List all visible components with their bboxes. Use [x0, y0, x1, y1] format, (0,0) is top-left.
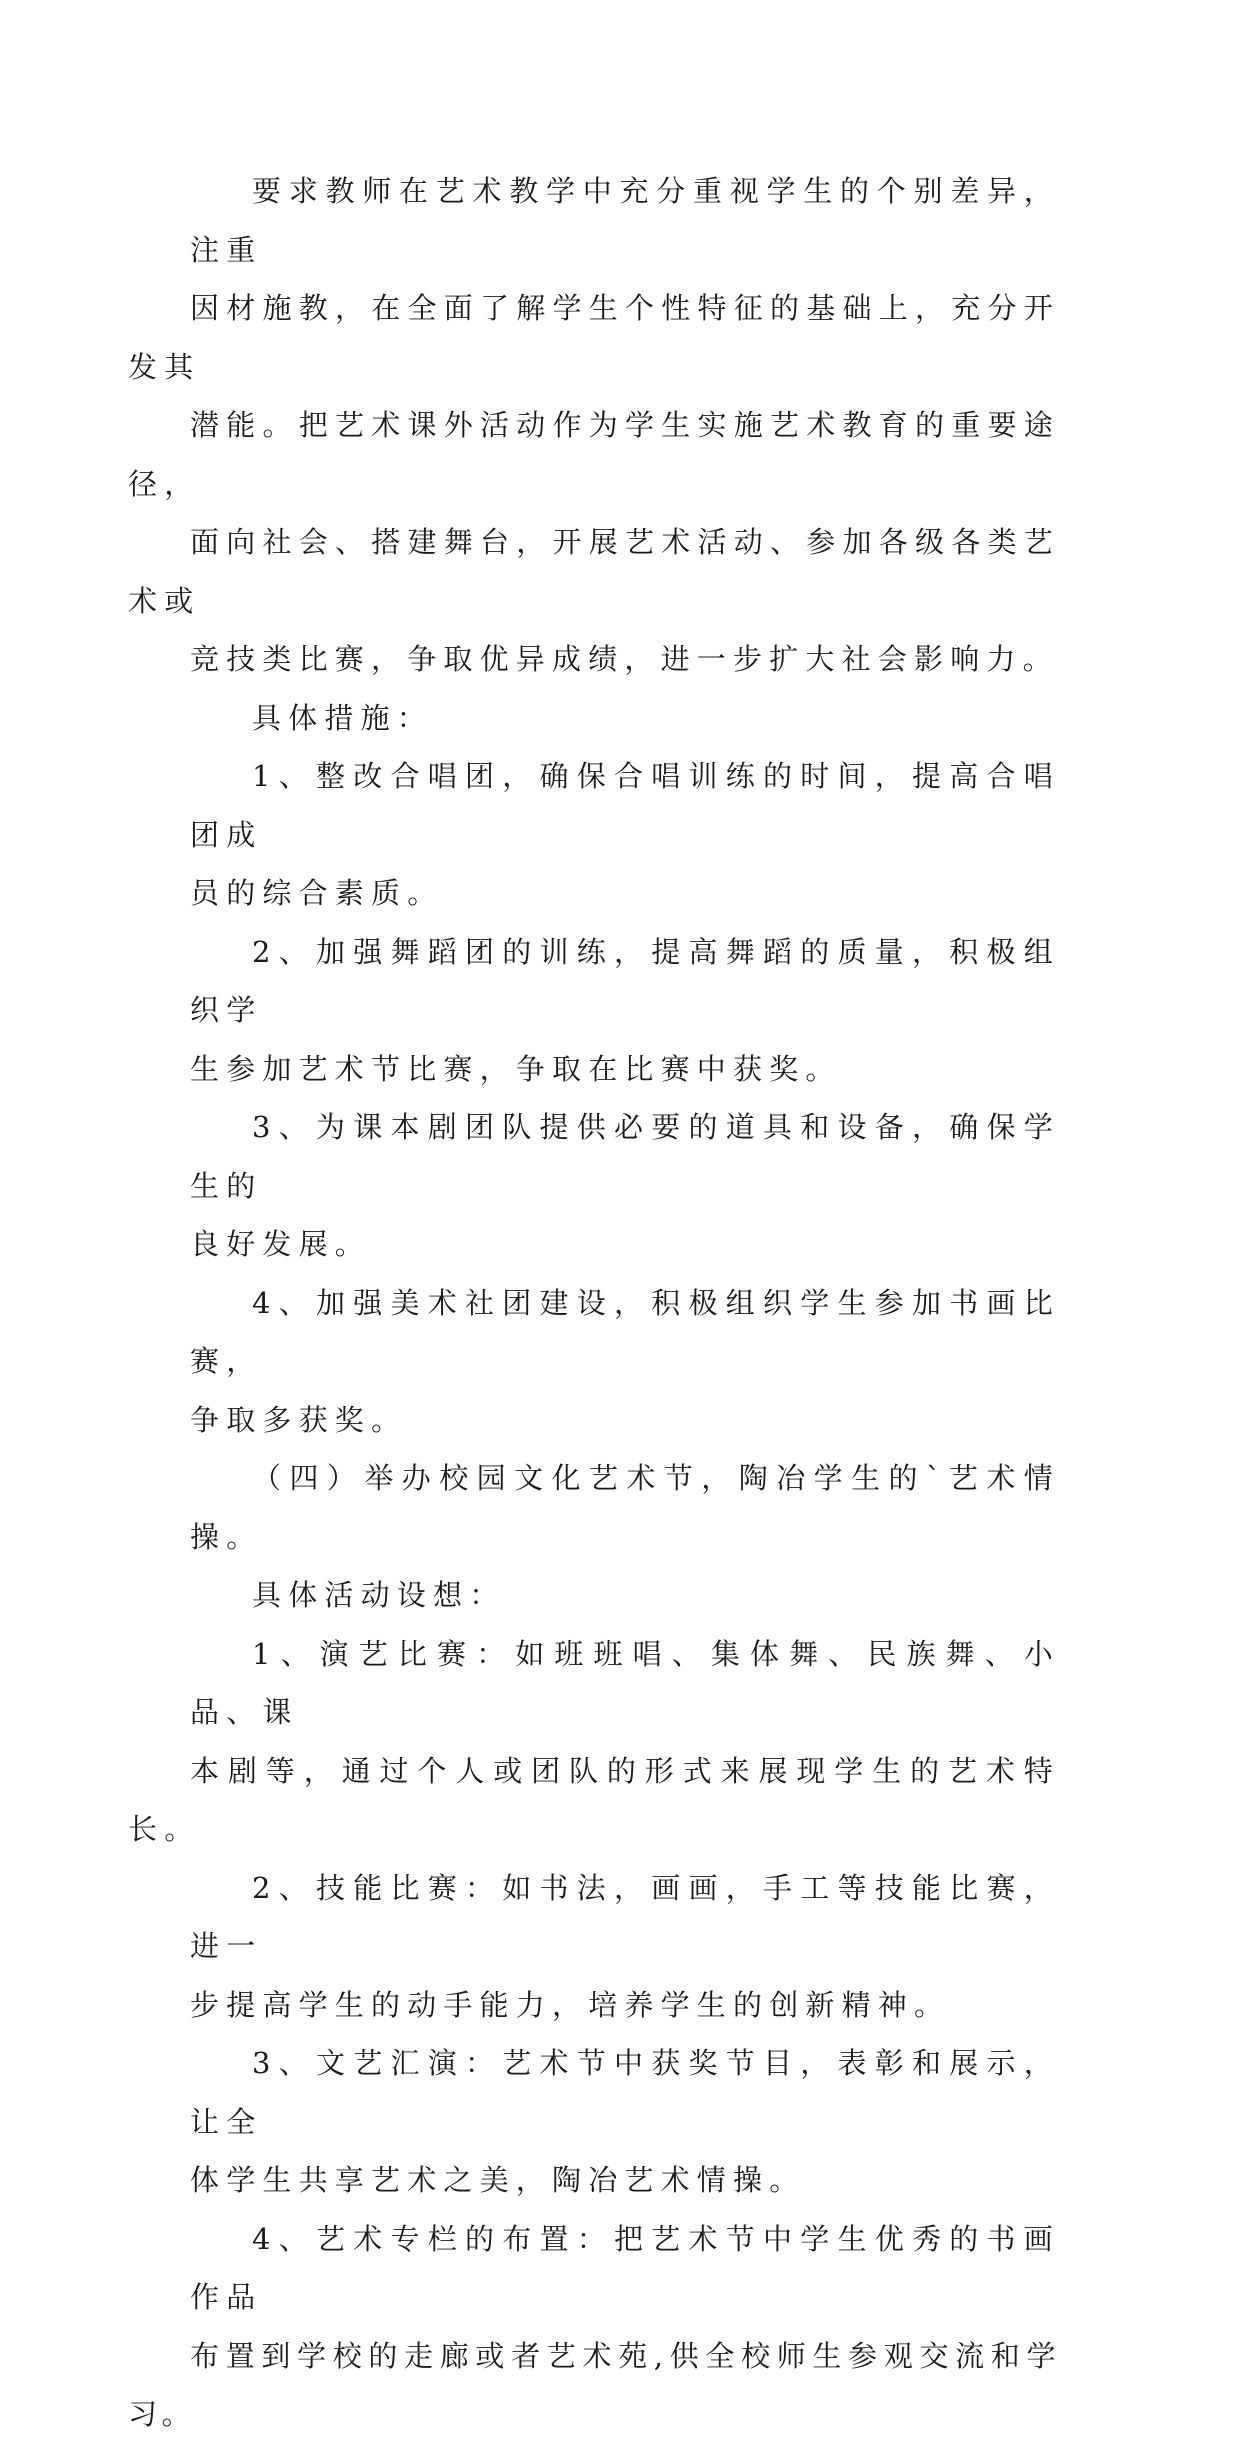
list-item-measure-3 — [190, 1098, 1060, 1274]
text-line: 具体活动设想： — [252, 1578, 506, 1612]
list-item-activity-3 — [190, 2034, 1060, 2210]
heading-specific-measures — [190, 689, 1060, 748]
list-item-activity-1 — [128, 1625, 1060, 1859]
list-item-activity-2 — [190, 1859, 1060, 2035]
text-line: 2、加强舞蹈团的训练，提高舞蹈的质量，积极组织学 — [190, 934, 1060, 1027]
text-line: 良好发展。 — [190, 1227, 372, 1261]
text-line: 3、为课本剧团队提供必要的道具和设备，确保学生的 — [190, 1110, 1060, 1203]
paragraph-art-teaching-requirements — [128, 162, 1060, 689]
text-line: 要求教师在艺术教学中充分重视学生的个别差异，注重 — [190, 174, 1060, 267]
list-item-measure-2 — [190, 923, 1060, 1099]
text-line: 员的综合素质。 — [190, 876, 444, 910]
text-line: 本剧等，通过个人或团队的形式来展现学生的艺术特长。 — [128, 1753, 1060, 1846]
text-line: 潜能。把艺术课外活动作为学生实施艺术教育的重要途径， — [128, 408, 1060, 501]
heading-activity-ideas — [190, 1566, 1060, 1625]
text-line: 2、技能比赛：如书法，画画，手工等技能比赛，进一 — [190, 1870, 1060, 1963]
text-line: 1、演艺比赛：如班班唱、集体舞、民族舞、小品、课 — [190, 1636, 1060, 1729]
text-line: 4、加强美术社团建设，积极组织学生参加书画比赛， — [190, 1285, 1060, 1378]
text-line: 生参加艺术节比赛，争取在比赛中获奖。 — [190, 1051, 842, 1086]
list-item-measure-4 — [190, 1274, 1060, 1450]
text-line: 因材施教，在全面了解学生个性特征的基础上，充分开发其 — [128, 291, 1060, 384]
text-line: 面向社会、搭建舞台，开展艺术活动、参加各级各类艺术或 — [128, 525, 1060, 618]
text-line: 竞技类比赛，争取优异成绩，进一步扩大社会影响力。 — [190, 642, 1059, 676]
text-line: 争取多获奖。 — [190, 1402, 408, 1437]
text-line: 步提高学生的动手能力，培养学生的创新精神。 — [190, 1987, 951, 2022]
text-line: 体学生共享艺术之美，陶冶艺术情操。 — [190, 2163, 806, 2197]
text-line: 4、艺术专栏的布置：把艺术节中学生优秀的书画作品 — [190, 2221, 1060, 2314]
text-line: 具体措施： — [252, 700, 434, 735]
text-line: 布置到学校的走廊或者艺术苑,供全校师生参观交流和学习。 — [128, 2338, 1060, 2431]
document-body — [128, 162, 1060, 2444]
list-item-measure-1 — [190, 747, 1060, 923]
text-line: 1、整改合唱团，确保合唱训练的时间，提高合唱团成 — [190, 759, 1060, 852]
heading-section-four — [190, 1449, 1060, 1566]
text-line: 3、文艺汇演：艺术节中获奖节目，表彰和展示，让全 — [190, 2046, 1060, 2139]
list-item-activity-4 — [128, 2210, 1060, 2444]
text-line: （四）举办校园文化艺术节，陶冶学生的`艺术情操。 — [190, 1461, 1060, 1554]
